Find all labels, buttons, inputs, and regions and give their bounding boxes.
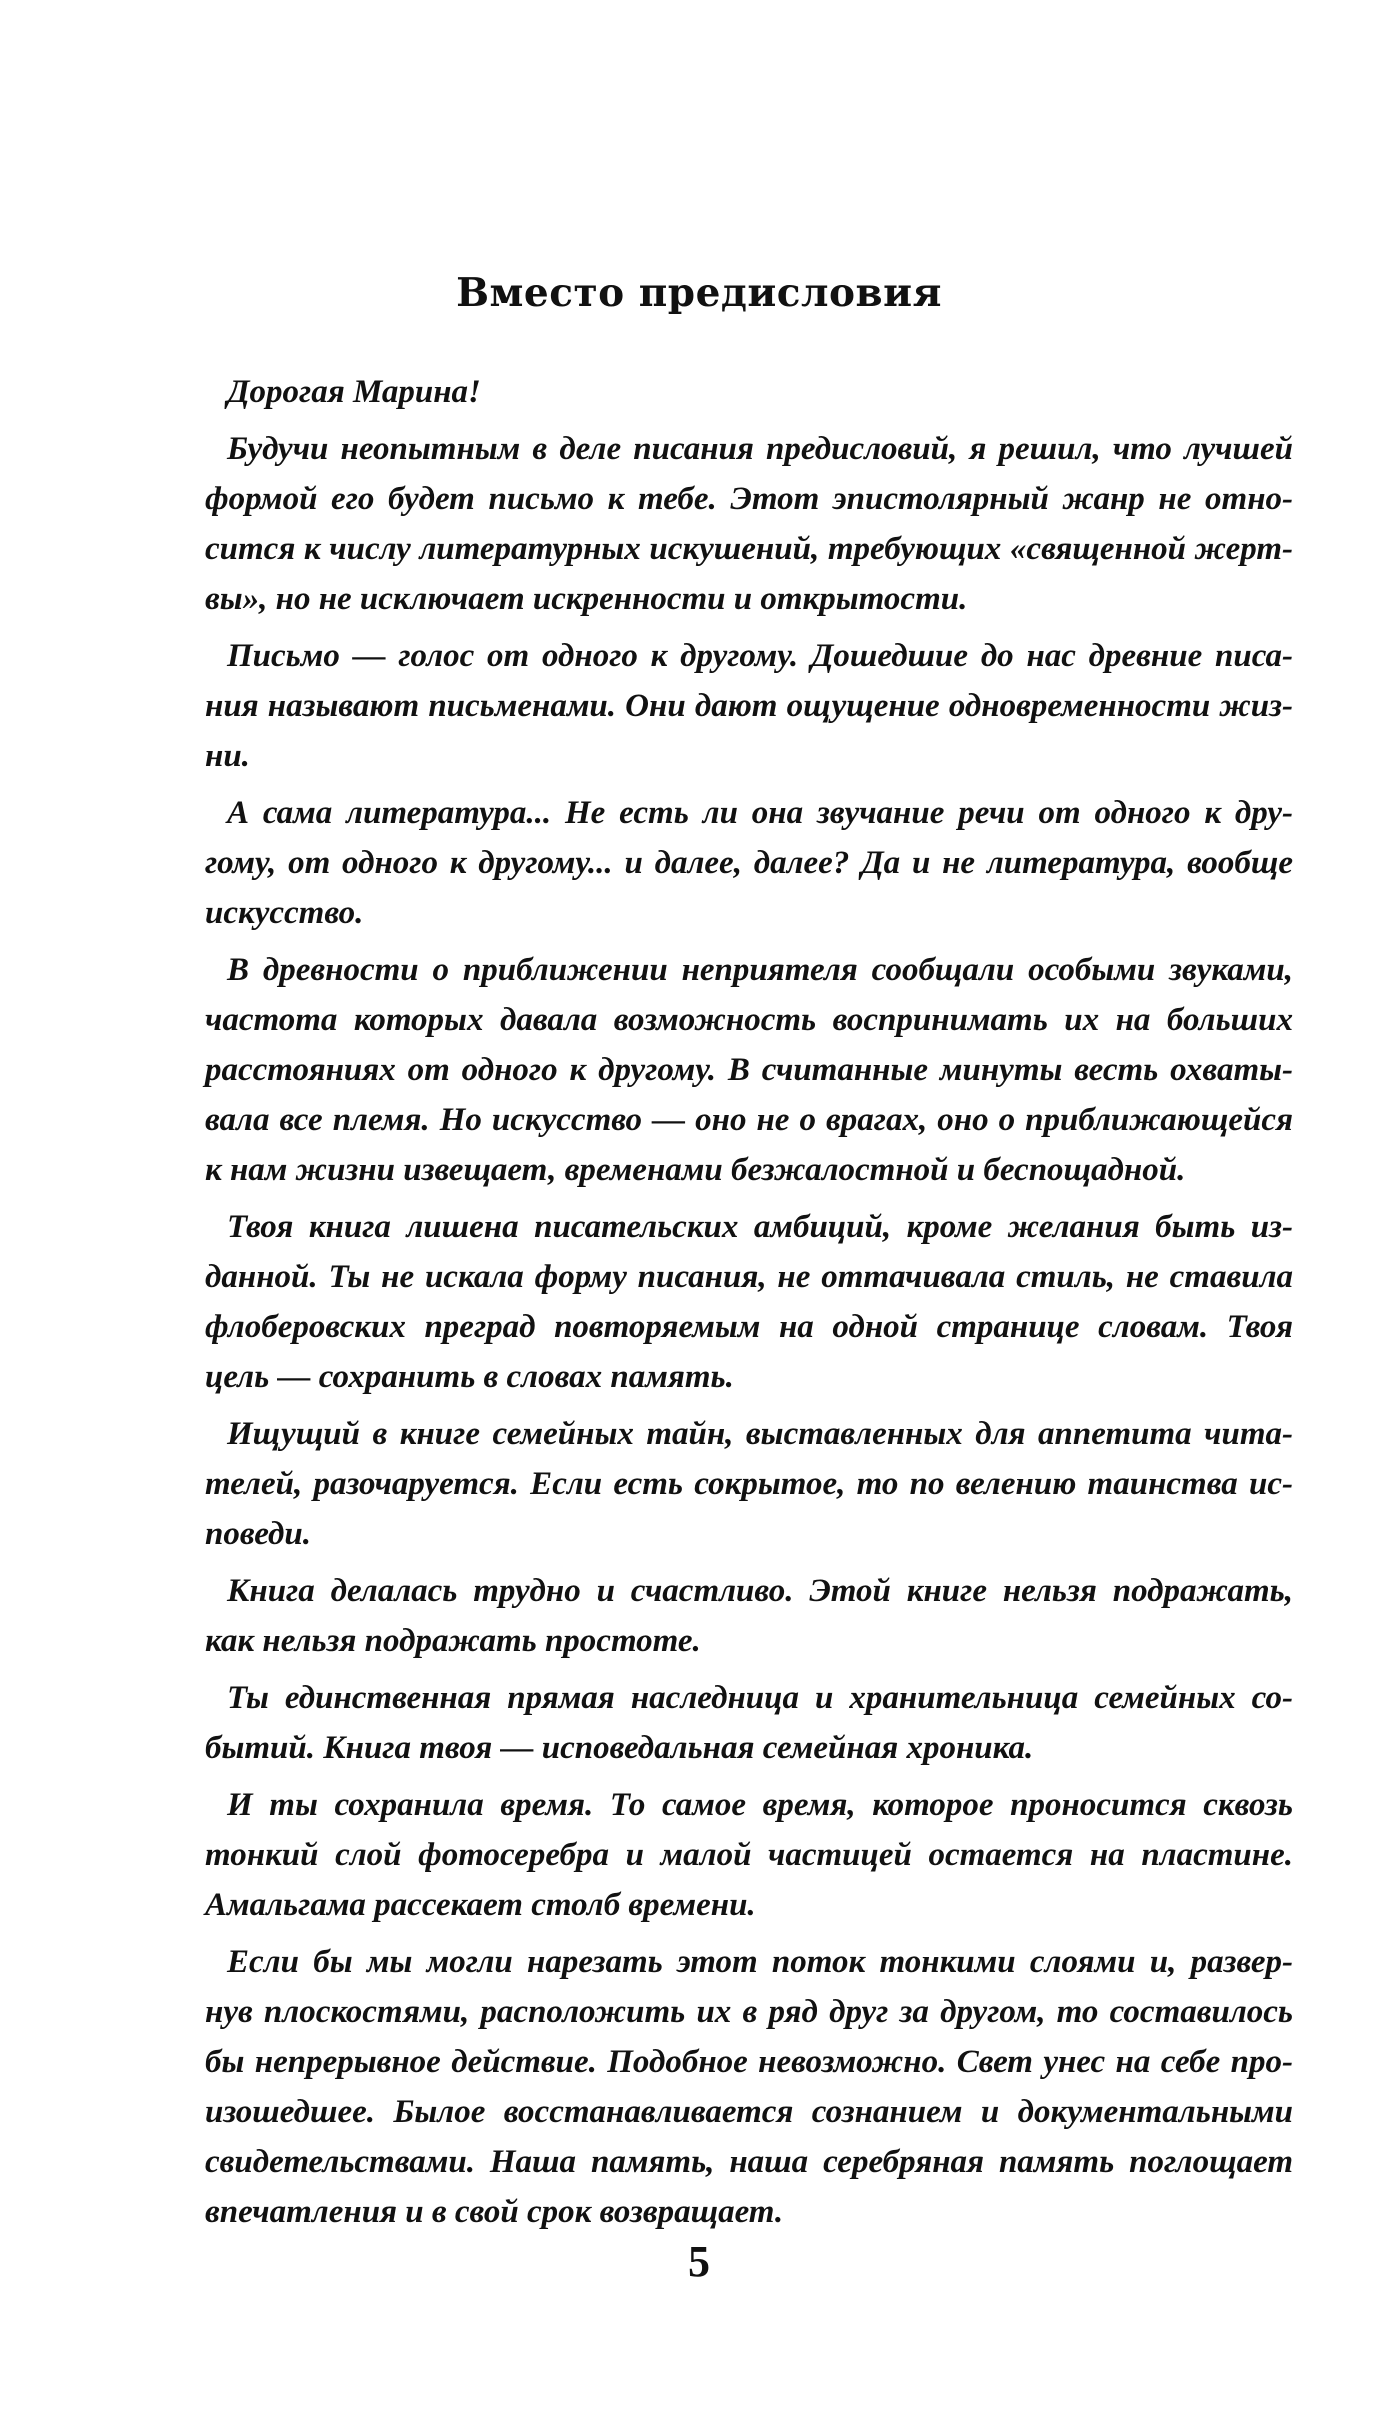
text-line: вала все племя. Но искусство — оно не о врагах, оно о приближающейся xyxy=(205,1102,1293,1138)
paragraph xyxy=(183,367,1293,417)
text-line: впечатления и в свой срок возвращает. xyxy=(205,2194,784,2230)
text-line: Ты единственная прямая наследница и хранительница семейных со- xyxy=(227,1680,1293,1716)
text-line: частота которых давала возможность воспринимать их на больших xyxy=(205,1002,1293,1038)
text-line: нув плоскостями, расположить их в ряд друг за другом, то составилось xyxy=(205,1994,1293,2030)
paragraph xyxy=(183,631,1293,781)
text-line: Книга делалась трудно и счастливо. Этой книге нельзя подражать, xyxy=(227,1573,1293,1609)
paragraph xyxy=(183,945,1293,1195)
paragraph xyxy=(183,1780,1293,1930)
text-line: флоберовских преград повторяемым на одной странице словам. Твоя xyxy=(205,1309,1293,1345)
text-line: искусство. xyxy=(205,895,364,931)
text-line: бы непрерывное действие. Подобное невозможно. Свет унес на себе про- xyxy=(205,2044,1293,2080)
text-line: поведи. xyxy=(205,1516,311,1552)
text-line: телей, разочаруется. Если есть сокрытое, то по велению таинства ис- xyxy=(205,1466,1293,1502)
paragraph xyxy=(183,1937,1293,2237)
text-line: Твоя книга лишена писательских амбиций, кроме желания быть из- xyxy=(227,1209,1293,1245)
paragraph xyxy=(183,1673,1293,1773)
text-line: А сама литература... Не есть ли она звучание речи от одного к дру- xyxy=(227,795,1293,831)
paragraph xyxy=(183,1566,1293,1666)
text-line: ни. xyxy=(205,738,250,774)
text-line: Ищущий в книге семейных тайн, выставленных для аппетита чита- xyxy=(227,1416,1293,1452)
text-line: к нам жизни извещает, временами безжалостной и беспощадной. xyxy=(205,1152,1186,1188)
body-text xyxy=(183,367,1293,2244)
text-line: данной. Ты не искала форму писания, не оттачивала стиль, не ставила xyxy=(205,1259,1293,1295)
text-line: бытий. Книга твоя — исповедальная семейная хроника. xyxy=(205,1730,1034,1766)
text-line: вы», но не исключает искренности и открытости. xyxy=(205,581,968,617)
text-line: изошедшее. Былое восстанавливается сознанием и документальными xyxy=(205,2094,1293,2130)
text-line: сится к числу литературных искушений, требующих «священной жерт- xyxy=(205,531,1293,567)
text-line: Дорогая Марина! xyxy=(227,374,481,410)
text-line: цель — сохранить в словах память. xyxy=(205,1359,734,1395)
text-line: как нельзя подражать простоте. xyxy=(205,1623,701,1659)
page-number: 5 xyxy=(688,2237,710,2286)
text-line: Письмо — голос от одного к другому. Дошедшие до нас древние писа- xyxy=(227,638,1293,674)
text-line: В древности о приближении неприятеля сообщали особыми звуками, xyxy=(227,952,1293,988)
text-line: тонкий слой фотосеребра и малой частицей остается на пластине. xyxy=(205,1837,1293,1873)
text-line: свидетельствами. Наша память, наша серебряная память поглощает xyxy=(205,2144,1293,2180)
text-line: И ты сохранила время. То самое время, которое проносится сквозь xyxy=(227,1787,1293,1823)
page-title: Вместо предисловия xyxy=(456,270,942,316)
text-line: гому, от одного к другому... и далее, далее? Да и не литература, вообще xyxy=(205,845,1293,881)
paragraph xyxy=(183,788,1293,938)
text-line: Если бы мы могли нарезать этот поток тонкими слоями и, развер- xyxy=(227,1944,1293,1980)
paragraph xyxy=(183,1409,1293,1559)
paragraph xyxy=(183,424,1293,624)
text-line: ния называют письменами. Они дают ощущение одновременности жиз- xyxy=(205,688,1293,724)
text-line: расстояниях от одного к другому. В считанные минуты весть охваты- xyxy=(205,1052,1293,1088)
text-line: Амальгама рассекает столб времени. xyxy=(205,1887,756,1923)
text-line: Будучи неопытным в деле писания предисловий, я решил, что лучшей xyxy=(227,431,1293,467)
paragraph xyxy=(183,1202,1293,1402)
text-line: формой его будет письмо к тебе. Этот эпистолярный жанр не отно- xyxy=(205,481,1293,517)
